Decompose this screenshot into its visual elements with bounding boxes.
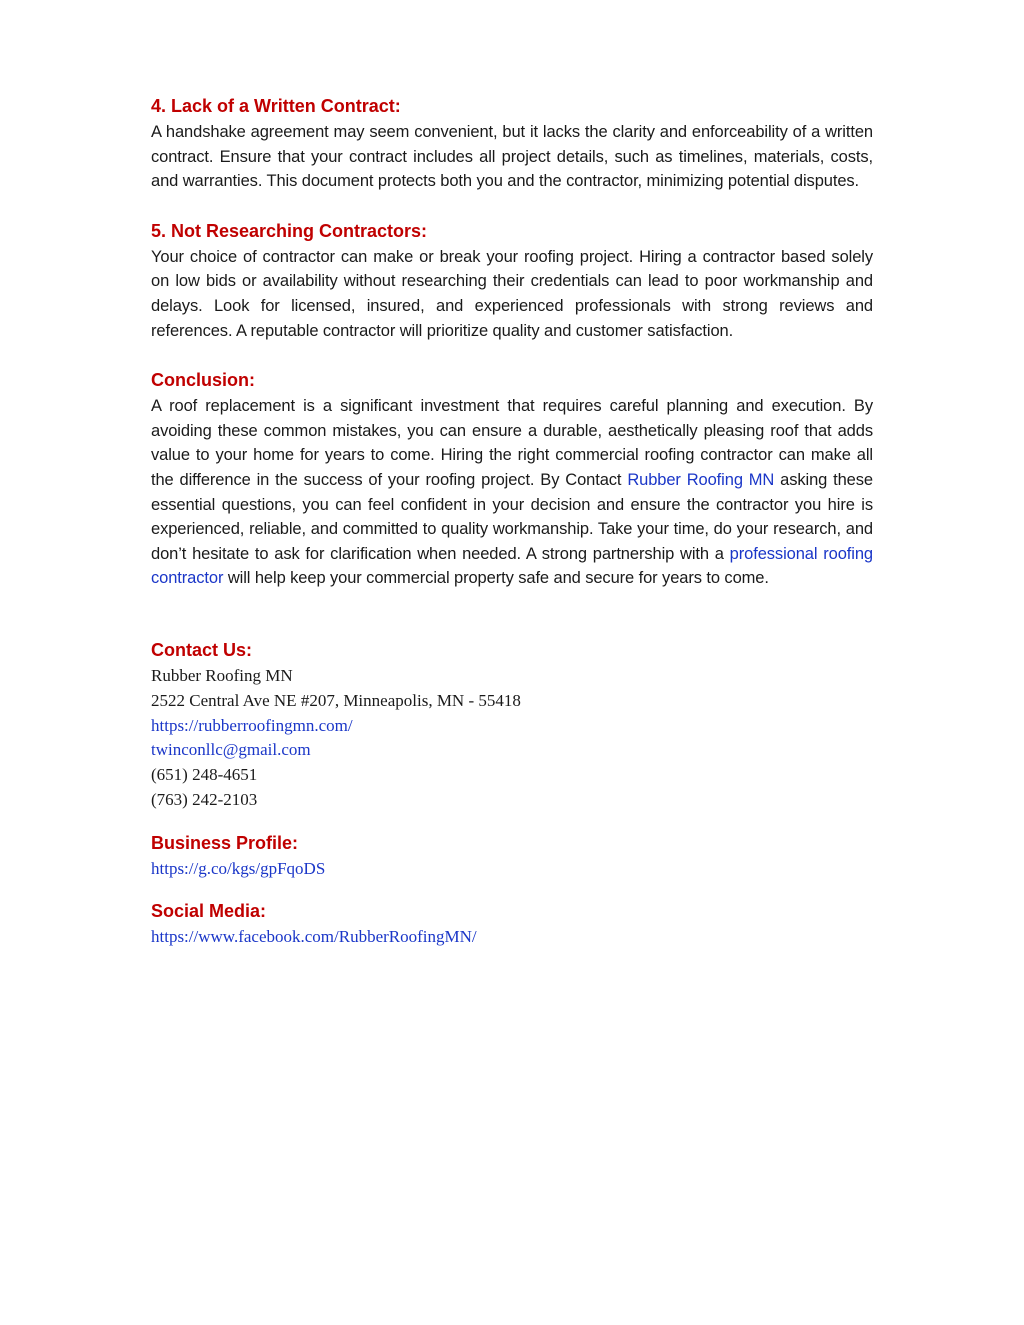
section-heading-researching-contractors: 5. Not Researching Contractors: <box>151 220 428 241</box>
section-body-conclusion <box>151 394 873 591</box>
contact-company-name: Rubber Roofing MN <box>151 665 293 685</box>
business-profile-heading: Business Profile: <box>151 832 299 853</box>
contact-heading: Contact Us: <box>151 639 253 660</box>
section-body-researching-contractors: Your choice of contractor can make or break your roofing project. Hiring a contractor based solely on low bids or availability without researching their credentials can lead to poor workmanship and delays. Look for licensed, insured, and experienced professionals with strong reviews and references. A reputable contractor will prioritize quality and customer satisfaction. <box>151 247 873 340</box>
section-heading-conclusion: Conclusion: <box>151 370 255 391</box>
contact-website-link[interactable]: https://rubberroofingmn.com/ <box>151 715 353 735</box>
professional-roofing-contractor-link[interactable]: professional roofing contractor <box>151 544 873 588</box>
rubber-roofing-mn-link[interactable]: Rubber Roofing MN <box>627 470 775 489</box>
contact-address: 2522 Central Ave NE #207, Minneapolis, MN - 55418 <box>151 690 521 710</box>
contact-phone-2: (763) 242-2103 <box>151 789 258 809</box>
conclusion-text-part1: A roof replacement is a significant investment that requires careful planning and execution. By avoiding these common mistakes, you can ensure a durable, aesthetically pleasing roof that adds value to your home for years to come. Hiring the right commercial roofing contractor can make all the difference in the success of your roofing project. By Contact <box>151 397 873 489</box>
business-profile-link[interactable]: https://g.co/kgs/gpFqoDS <box>151 858 326 878</box>
contact-phone-1: (651) 248-4651 <box>151 765 258 785</box>
social-media-link[interactable]: https://www.facebook.com/RubberRoofingMN/ <box>151 927 477 947</box>
section-heading-written-contract: 4. Lack of a Written Contract: <box>151 96 401 116</box>
conclusion-text-part3: will help keep your commercial property safe and secure for years to come. <box>223 569 769 588</box>
social-media-heading: Social Media: <box>151 901 267 922</box>
contact-email-link[interactable]: twinconllc@gmail.com <box>151 740 311 760</box>
section-body-written-contract: A handshake agreement may seem convenient, but it lacks the clarity and enforceability of a written contract. Ensure that your contract includes all project details, such as timelines, materials, costs, and warranties. This document protects both you and the contractor, minimizing potential disputes. <box>151 123 873 191</box>
document-page <box>151 92 873 950</box>
conclusion-text-part2: asking these essential questions, you can feel confident in your decision and ensure the contractor you hire is experienced, reliable, and committed to quality workmanship. Take your time, do your research, and don’t hesitate to ask for clarification when needed. A strong partnership with a <box>151 470 873 563</box>
